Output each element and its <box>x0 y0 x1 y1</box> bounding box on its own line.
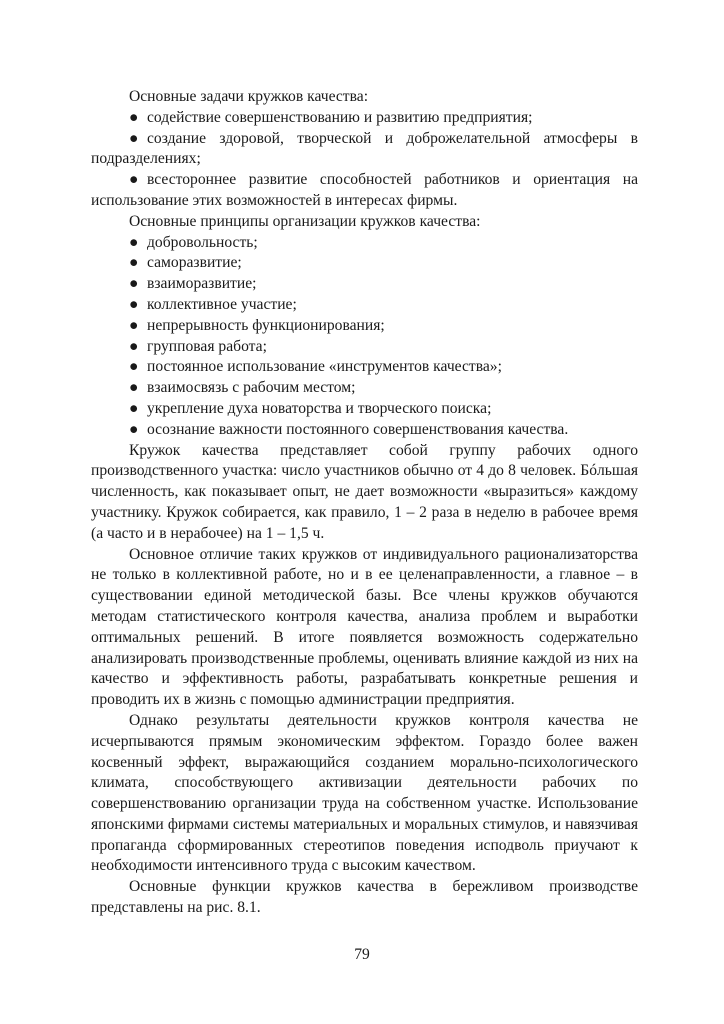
bullet-icon: ● <box>129 399 139 417</box>
list-item: ● постоянное использование «инструментов качества»; <box>91 357 638 378</box>
bullet-icon: ● <box>129 316 139 334</box>
list-item: ● содействие совершенствованию и развитию предприятия; <box>91 108 638 129</box>
list-item: ● коллективное участие; <box>91 295 638 316</box>
list-item: ● осознание важности постоянного совершенствования качества. <box>91 420 638 441</box>
page-number: 79 <box>354 946 370 963</box>
tasks-intro: Основные задачи кружков качества: <box>129 88 369 105</box>
paragraph-difference: Основное отличие таких кружков от индивидуального рационализаторства не только в коллективной работе, но и в ее целенаправленности, а главное – в существовании единой методической базы. Все члены кружков обучаются методам статистического контроля качества, анализа проблем и выработки оптимальных решений. В итоге появляется возможность содержательно анализировать производственные проблемы, оценивать влияние каждой из них на качество и эффективность работы, разрабатывать конкретные решения и проводить их в жизнь с помощью администрации предприятия. <box>91 545 638 709</box>
bullet-icon: ● <box>129 171 139 189</box>
bullet-icon: ● <box>129 379 139 397</box>
list-item: ● укрепление духа новаторства и творческого поиска; <box>91 399 638 420</box>
list-item: ● саморазвитие; <box>91 253 638 274</box>
paragraph-effect: Однако результаты деятельности кружков контроля качества не исчерпываются прямым экономическим эффектом. Гораздо более важен косвенный эффект, выражающийся созданием морально-психологического климата, способствующего активизации деятельности рабочих по совершенствованию организации труда на собственном участке. Использование японскими фирмами системы материальных и моральных стимулов, и навязчивая пропаганда сформированных стереотипов поведения исподволь приучают к необходимости интенсивного труда с высоким качеством. <box>91 711 638 875</box>
tasks-list <box>91 108 638 212</box>
list-item: ● групповая работа; <box>91 337 638 358</box>
paragraph-definition: Кружок качества представляет собой группу рабочих одного производственного участка: число участников обычно от 4 до 8 человек. Бóльшая численность, как показывает опыт, не дает возможности «выразиться» каждому участнику. Кружок собирается, как правило, 1 – 2 раза в неделю в рабочее время (а часто и в нерабочее) на 1 – 1,5 ч. <box>91 441 638 542</box>
bullet-icon: ● <box>129 129 139 147</box>
list-item: ● взаиморазвитие; <box>91 274 638 295</box>
list-item: ● создание здоровой, творческой и доброжелательной атмосферы в подразделениях; <box>91 129 638 168</box>
bullet-icon: ● <box>129 295 139 313</box>
bullet-icon: ● <box>129 358 139 376</box>
list-item: ● непрерывность функционирования; <box>91 316 638 337</box>
bullet-icon: ● <box>129 420 139 438</box>
bullet-icon: ● <box>129 275 139 293</box>
page-body <box>91 87 638 919</box>
bullet-icon: ● <box>129 337 139 355</box>
bullet-icon: ● <box>129 108 139 126</box>
paragraph-functions: Основные функции кружков качества в бережливом производстве представлены на рис. 8.1. <box>91 878 638 917</box>
list-item: ● добровольность; <box>91 233 638 254</box>
list-item: ● всестороннее развитие способностей работников и ориентация на использование этих возможностей в интересах фирмы. <box>91 171 638 209</box>
principles-list <box>91 233 638 441</box>
bullet-icon: ● <box>129 254 139 272</box>
principles-intro: Основные принципы организации кружков качества: <box>129 212 481 230</box>
bullet-icon: ● <box>129 233 139 251</box>
list-item: ● взаимосвязь с рабочим местом; <box>91 378 638 399</box>
